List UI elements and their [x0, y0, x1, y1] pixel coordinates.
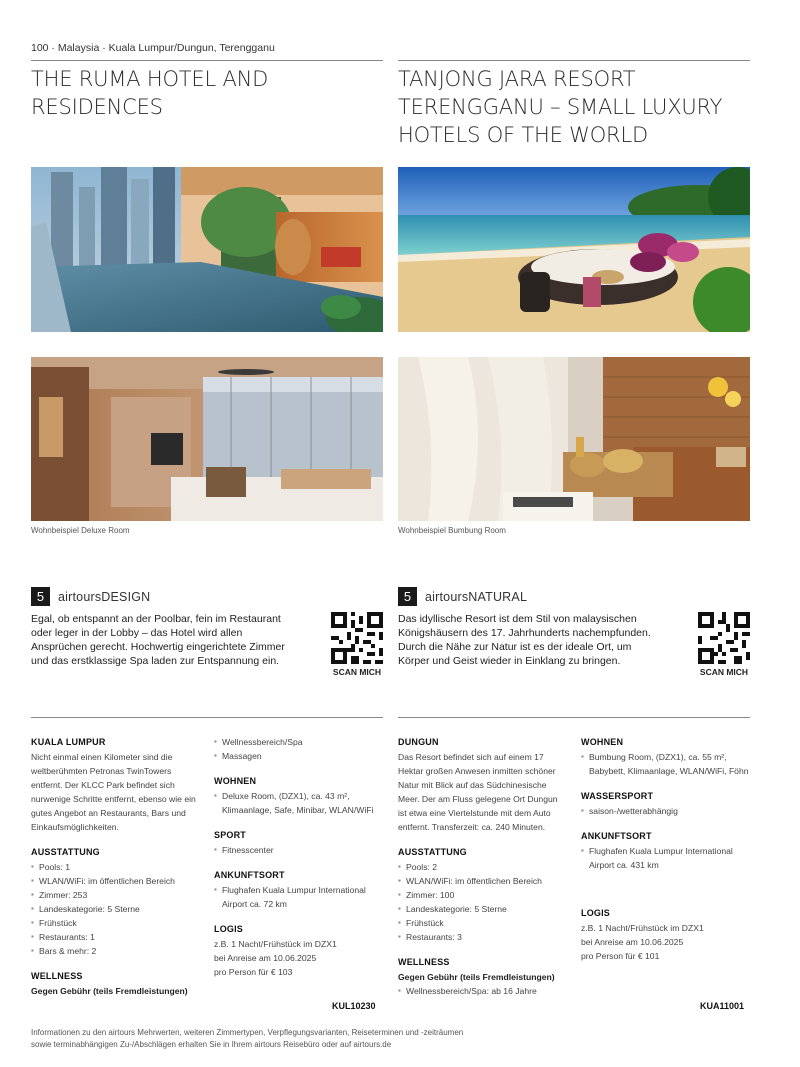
- info-column-tanjong-1: [398, 735, 568, 1009]
- badge-label: airtoursDESIGN: [58, 589, 151, 604]
- logis-line: bei Anreise am 10.06.2025: [214, 953, 317, 963]
- section-heading: ANKUNFTSORT: [581, 831, 652, 841]
- photo-tanjong-beach: [398, 167, 750, 332]
- section-heading: WOHNEN: [581, 737, 624, 747]
- list-item: ▪ Restaurants: 3: [398, 930, 568, 944]
- section-heading: WOHNEN: [214, 776, 257, 786]
- list-item: ▪ Landeskategorie: 5 Sterne: [31, 902, 201, 916]
- hotel-title-ruma: [31, 60, 383, 121]
- list-item: ▪ WLAN/WiFi: im öffentlichen Bereich: [31, 874, 201, 888]
- list-item: ▪ Bars & mehr: 2: [31, 944, 201, 958]
- logis-line: z.B. 1 Nacht/Frühstück im DZX1: [581, 923, 704, 933]
- badge-label: airtoursNATURAL: [425, 589, 528, 604]
- arrival-list: [214, 883, 384, 911]
- list-item: ▪ Bumbung Room, (DZX1), ca. 55 m², Babybett, Klimaanlage, WLAN/WiFi, Föhn: [581, 750, 751, 778]
- category-badge-design: [31, 587, 150, 606]
- list-item: ▪ WLAN/WiFi: im öffentlichen Bereich: [398, 874, 568, 888]
- list-item: ▪ Landeskategorie: 5 Sterne: [398, 902, 568, 916]
- qr-code-icon[interactable]: [698, 612, 750, 664]
- category-badge-natural: [398, 587, 527, 606]
- section-heading: DUNGUN: [398, 737, 439, 747]
- section-heading: KUALA LUMPUR: [31, 737, 106, 747]
- hotel-intro: Egal, ob entspannt an der Poolbar, fein im Restaurant oder leger in der Lobby – das Hotel wird allen Ansprüchen gerecht. Hochwertig eingerichtete Zimmer und das erstklassige Spa laden zur Entspannung ein.: [31, 613, 285, 667]
- section-heading: LOGIS: [214, 924, 244, 934]
- title-line: TANJONG JARA RESORT: [398, 67, 636, 91]
- photo-ruma-deluxe-room: [31, 357, 383, 521]
- wellness-list: [214, 735, 384, 763]
- list-item: ▪ Wellnessbereich/Spa: [214, 735, 384, 749]
- rooms-list: [581, 750, 751, 778]
- sport-list: [214, 843, 384, 857]
- section-heading: WELLNESS: [31, 971, 83, 981]
- footer-note: [31, 1027, 651, 1051]
- list-item: ▪ Pools: 1: [31, 860, 201, 874]
- photo-caption: Wohnbeispiel Deluxe Room: [31, 526, 130, 535]
- list-item: ▪ Zimmer: 253: [31, 888, 201, 902]
- list-item: ▪ Deluxe Room, (DZX1), ca. 43 m², Klimaanlage, Safe, Minibar, WLAN/WiFi: [214, 789, 384, 817]
- info-column-tanjong-2: [581, 735, 751, 974]
- list-item: ▪ Fitnesscenter: [214, 843, 384, 857]
- info-column-ruma-2: [214, 735, 384, 990]
- section-heading: SPORT: [214, 830, 247, 840]
- logis-line: z.B. 1 Nacht/Frühstück im DZX1: [214, 939, 337, 949]
- photo-ruma-pool: [31, 167, 383, 332]
- location-text: Das Resort befindet sich auf einem 17 Hektar großen Anwesen inmitten schöner Natur mit Blick auf das Südchinesische Meer. Der am Fluss gelegene Ort Dungun ist etwa eine Viertelstunde mit dem Auto entfernt. Transferzeit: ca. 240 Minuten.: [398, 752, 558, 832]
- list-item: ▪ Frühstück: [398, 916, 568, 930]
- list-item: ▪ Wellnessbereich/Spa: ab 16 Jahre: [398, 984, 568, 998]
- wellness-list: [398, 984, 568, 998]
- list-item: ▪ Massagen: [214, 749, 384, 763]
- list-item: ▪ saison-/wetterabhängig: [581, 804, 751, 818]
- section-heading: AUSSTATTUNG: [398, 847, 467, 857]
- section-heading: WASSERSPORT: [581, 791, 654, 801]
- hotel-code: KUL10230: [332, 1001, 376, 1011]
- section-heading: AUSSTATTUNG: [31, 847, 100, 857]
- title-rule: [398, 60, 750, 61]
- list-item: ▪ Restaurants: 1: [31, 930, 201, 944]
- arrival-list: [581, 844, 751, 872]
- hotel-intro: Das idyllische Resort ist dem Stil von malaysischen Königshäusern des 17. Jahrhunderts nachempfunden. Durch die Nähe zur Natur ist es der ideale Ort, um Körper und Geist wieder in Einklang zu bringen.: [398, 613, 651, 667]
- title-line: TERENGGANU – SMALL LUXURY: [398, 95, 723, 119]
- section-rule: [31, 717, 383, 718]
- wellness-text: Gegen Gebühr (teils Fremdleistungen): [31, 986, 188, 996]
- section-heading: LOGIS: [581, 908, 611, 918]
- title-rule: [31, 60, 383, 61]
- watersport-list: [581, 804, 751, 818]
- section-rule: [398, 717, 750, 718]
- list-item: ▪ Zimmer: 100: [398, 888, 568, 902]
- title-line: THE RUMA HOTEL AND: [31, 67, 269, 91]
- breadcrumb: 100 · Malaysia · Kuala Lumpur/Dungun, Terengganu: [31, 42, 275, 54]
- section-heading: ANKUNFTSORT: [214, 870, 285, 880]
- equipment-list: [398, 860, 568, 944]
- badge-number: 5: [31, 587, 50, 606]
- rooms-list: [214, 789, 384, 817]
- list-item: ▪ Frühstück: [31, 916, 201, 930]
- logis-price: pro Person für € 103: [214, 967, 293, 977]
- scan-label: SCAN MICH: [332, 667, 382, 677]
- logis-line: bei Anreise am 10.06.2025: [581, 937, 684, 947]
- footer-line: sowie terminabhängigen Zu-/Abschlägen erhalten Sie in Ihrem airtours Reisebüro oder auf airtours.de: [31, 1040, 392, 1049]
- list-item: ▪ Flughafen Kuala Lumpur International Airport ca. 72 km: [214, 883, 384, 911]
- location-text: Nicht einmal einen Kilometer sind die weltberühmten Petronas TwinTowers entfernt. Der KLCC Park befindet sich nurwenige Schritte entfernt, ebenso wie ein gutes Angebot an Restaurants, Bars und Einkaufsmöglichkeiten.: [31, 752, 196, 832]
- badge-number: 5: [398, 587, 417, 606]
- equipment-list: [31, 860, 201, 958]
- title-line: RESIDENCES: [31, 95, 163, 119]
- section-heading: WELLNESS: [398, 957, 450, 967]
- footer-line: Informationen zu den airtours Mehrwerten, weiteren Zimmertypen, Verpflegungsvarianten, Reiseterminen und -zeiträumen: [31, 1028, 464, 1037]
- photo-bumbung-room: [398, 357, 750, 521]
- wellness-text: Gegen Gebühr (teils Fremdleistungen): [398, 972, 555, 982]
- scan-label: SCAN MICH: [699, 667, 749, 677]
- qr-code-icon[interactable]: [331, 612, 383, 664]
- logis-price: pro Person für € 101: [581, 951, 660, 961]
- title-line: HOTELS OF THE WORLD: [398, 123, 648, 147]
- list-item: ▪ Pools: 2: [398, 860, 568, 874]
- info-column-ruma-1: [31, 735, 201, 1009]
- hotel-title-tanjong-jara: [398, 60, 750, 149]
- list-item: ▪ Flughafen Kuala Lumpur International Airport ca. 431 km: [581, 844, 751, 872]
- photo-caption: Wohnbeispiel Bumbung Room: [398, 526, 506, 535]
- hotel-code: KUA11001: [700, 1001, 745, 1011]
